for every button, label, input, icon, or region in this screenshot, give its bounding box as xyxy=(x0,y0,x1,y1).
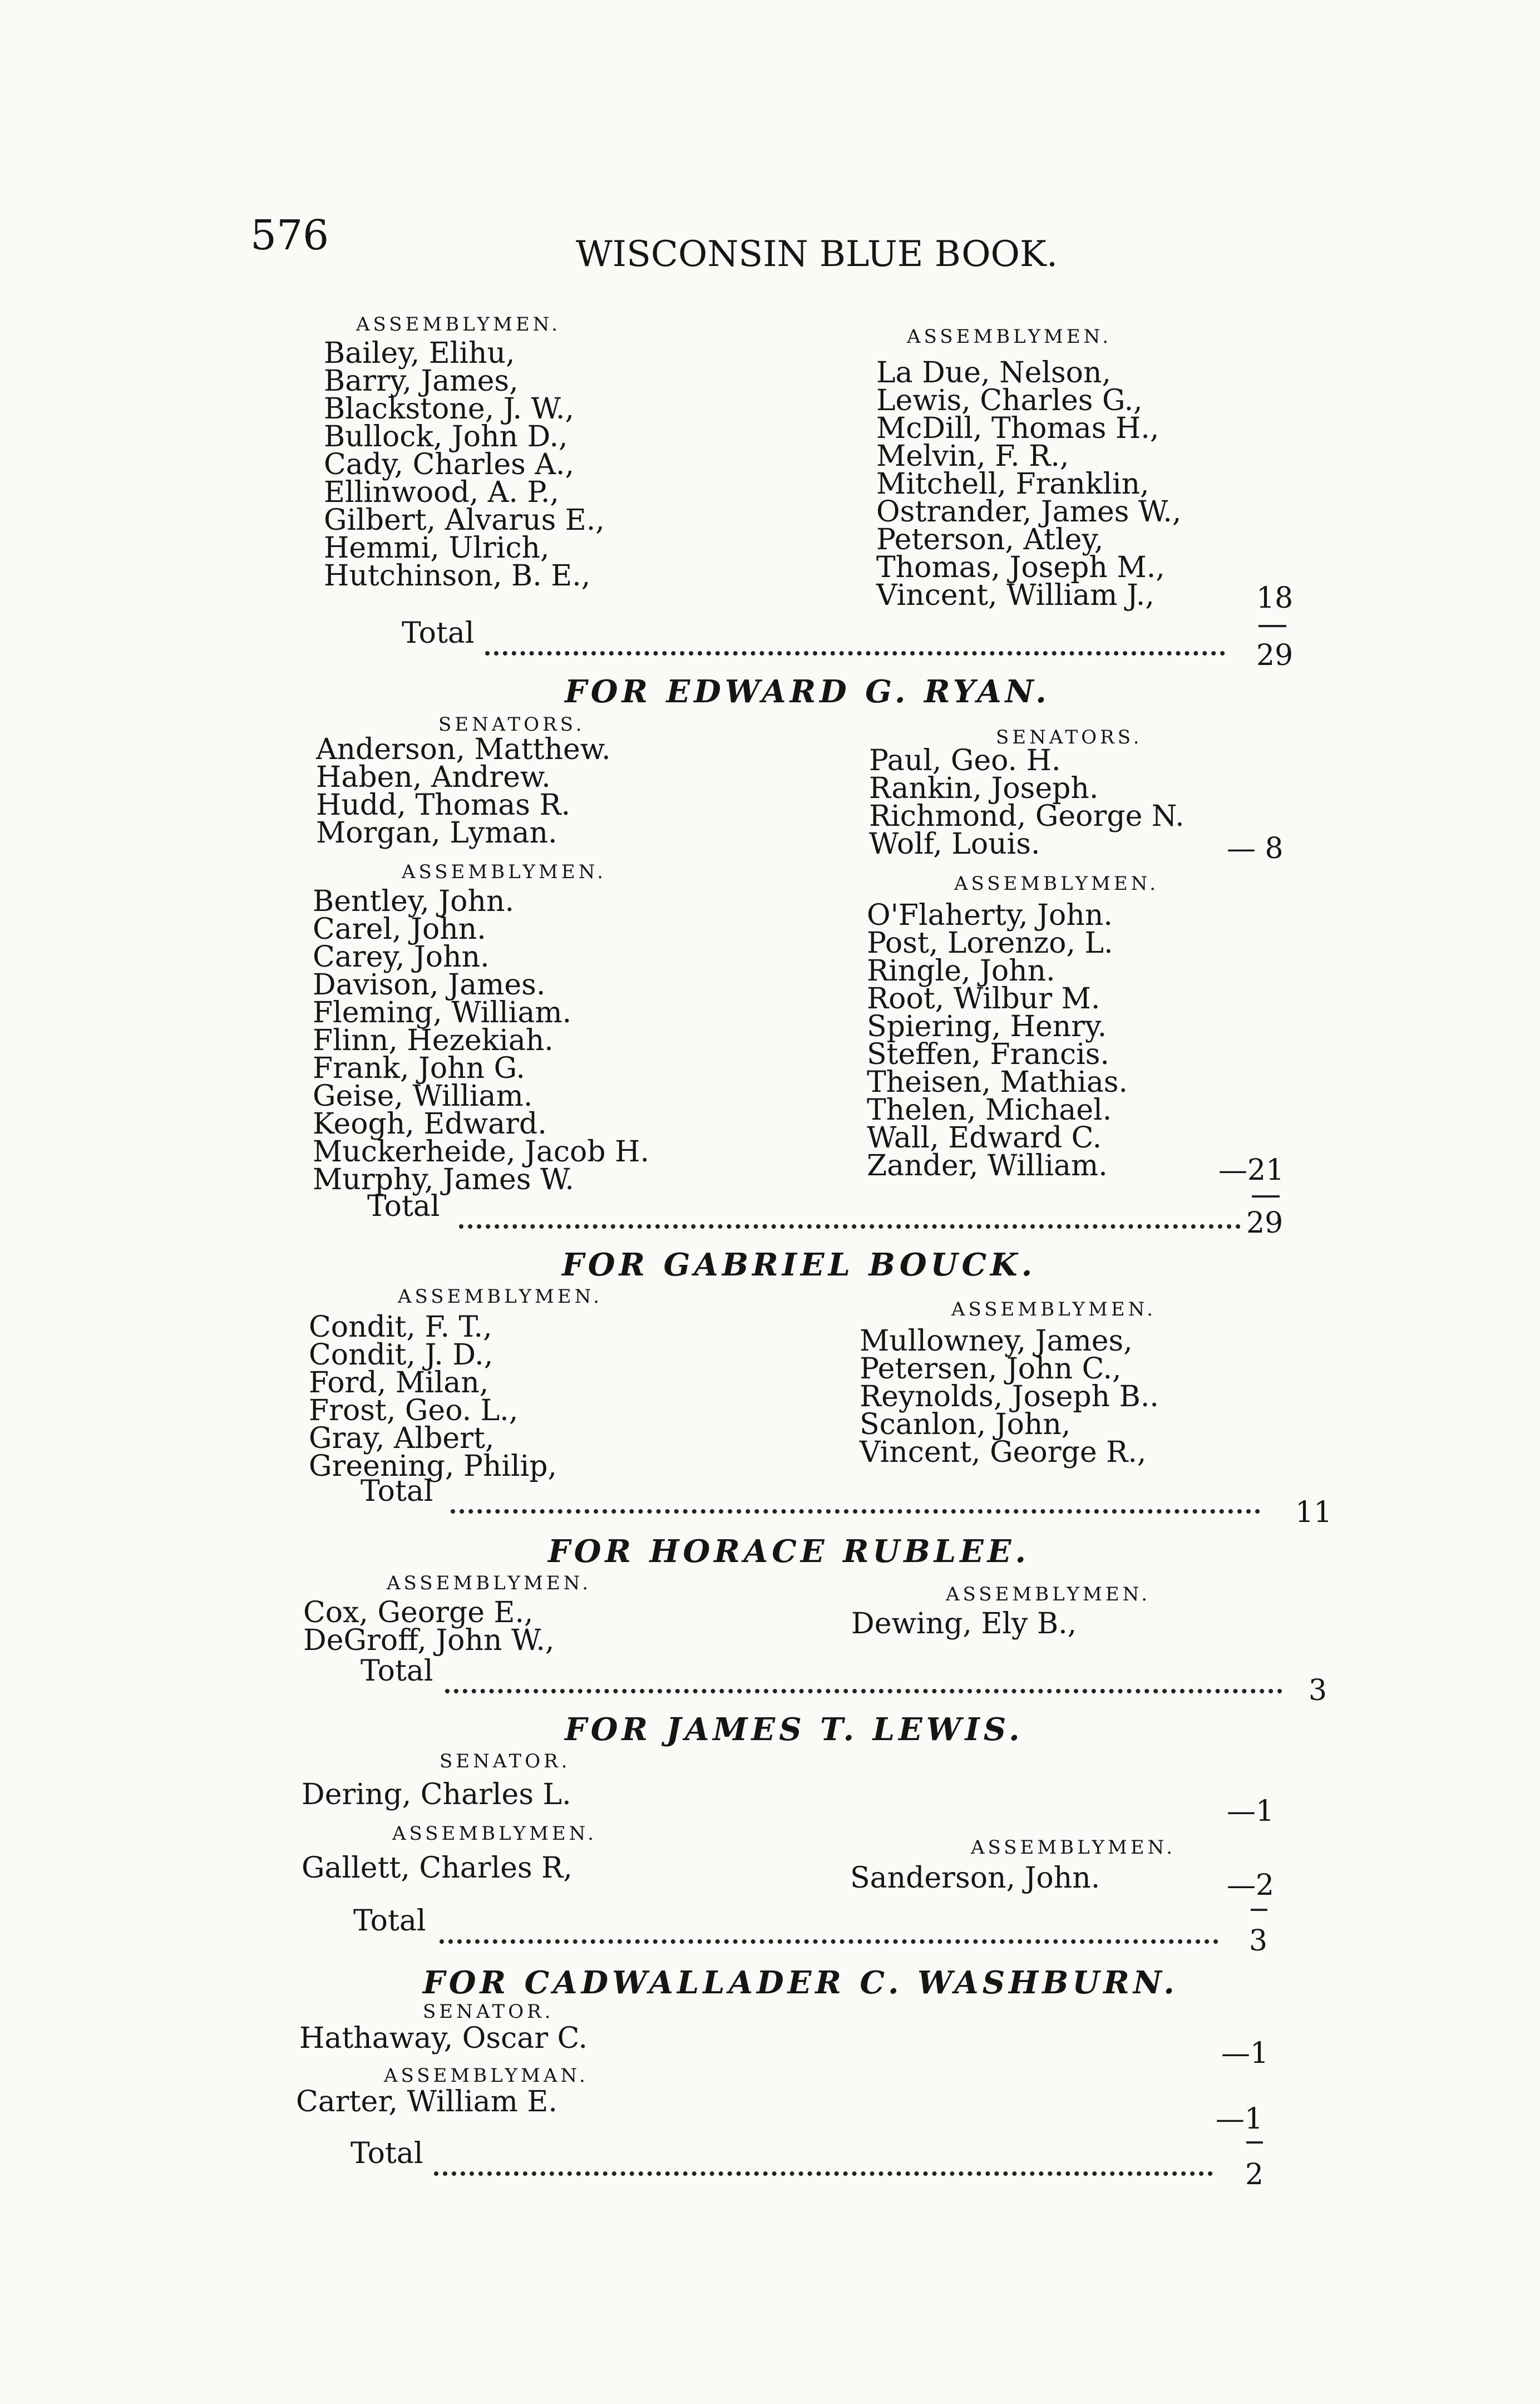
list-item: Condit, J. D., xyxy=(309,1338,493,1372)
section-label: SENATORS. xyxy=(438,713,585,736)
section-label: ASSEMBLYMEN. xyxy=(951,1298,1157,1321)
senator-name: Hathaway, Oscar C. xyxy=(299,2022,588,2055)
dot-leader xyxy=(445,1689,1282,1693)
section-label: ASSEMBLYMAN. xyxy=(384,2065,589,2087)
list-item: Ringle, John. xyxy=(867,954,1055,988)
list-item: Cady, Charles A., xyxy=(324,448,574,481)
list-item: Frost, Geo. L., xyxy=(309,1394,519,1427)
section-label: ASSEMBLYMEN. xyxy=(398,1285,603,1308)
name-list xyxy=(303,1596,555,1657)
senator-count: — 8 xyxy=(1227,832,1284,865)
section-label: ASSEMBLYMEN. xyxy=(392,1822,598,1845)
list-item: Hemmi, Ulrich, xyxy=(324,531,550,565)
section-label: ASSEMBLYMEN. xyxy=(907,326,1112,348)
section-heading: FOR GABRIEL BOUCK. xyxy=(562,1247,1036,1283)
name-list xyxy=(869,744,1184,861)
list-item: Condit, F. T., xyxy=(309,1311,492,1344)
list-item: Fleming, William. xyxy=(313,996,572,1029)
list-item: Richmond, George N. xyxy=(869,800,1184,833)
list-item: Wolf, Louis. xyxy=(869,827,1040,861)
name-list xyxy=(867,899,1128,1183)
list-item: Theisen, Mathias. xyxy=(867,1066,1128,1099)
list-item: Gray, Albert, xyxy=(309,1422,495,1455)
section-heading: FOR JAMES T. LEWIS. xyxy=(565,1711,1024,1748)
list-item: Geise, William. xyxy=(313,1080,533,1113)
assemblyman-name: Gallett, Charles R, xyxy=(302,1851,572,1885)
assemblymen-count: —21 xyxy=(1218,1154,1285,1187)
dot-leader xyxy=(440,1939,1218,1944)
assemblymen-count: —1 xyxy=(1216,2102,1263,2136)
list-item: Muckerheide, Jacob H. xyxy=(313,1135,649,1169)
list-item: Petersen, John C., xyxy=(860,1352,1122,1386)
list-item: Hutchinson, B. E., xyxy=(324,559,591,593)
list-item: Post, Lorenzo, L. xyxy=(867,927,1113,960)
dot-leader xyxy=(485,651,1225,656)
list-item: Blackstone, J. W., xyxy=(324,392,574,426)
dot-leader xyxy=(459,1224,1241,1229)
list-item: Ford, Milan, xyxy=(309,1366,489,1400)
total-label: Total xyxy=(367,1190,440,1223)
sum-rule xyxy=(1246,2141,1263,2144)
total-label: Total xyxy=(353,1904,426,1938)
dot-leader xyxy=(451,1509,1260,1514)
section-heading: FOR CADWALLADER C. WASHBURN. xyxy=(423,1964,1178,2001)
assemblyman-name: Carter, William E. xyxy=(296,2085,557,2119)
section-heading: FOR EDWARD G. RYAN. xyxy=(565,673,1050,710)
name-list xyxy=(313,885,649,1196)
list-item: Root, Wilbur M. xyxy=(867,982,1100,1016)
subtotal: 18 xyxy=(1256,582,1294,615)
section-label: ASSEMBLYMEN. xyxy=(402,861,607,883)
list-item: Thelen, Michael. xyxy=(867,1093,1112,1127)
dot-leader xyxy=(434,2171,1213,2176)
section-label: ASSEMBLYMEN. xyxy=(946,1583,1151,1605)
name-list xyxy=(309,1311,557,1483)
list-item: Cox, George E., xyxy=(303,1596,534,1629)
list-item: Flinn, Hezekiah. xyxy=(313,1024,554,1057)
list-item: Vincent, George R., xyxy=(860,1436,1147,1469)
list-item: Lewis, Charles G., xyxy=(876,384,1143,417)
list-item: Carel, John. xyxy=(313,913,486,946)
list-item: Wall, Edward C. xyxy=(867,1121,1102,1155)
section-label: ASSEMBLYMEN. xyxy=(954,873,1159,895)
assemblymen-count: —2 xyxy=(1227,1869,1275,1902)
section-label: SENATORS. xyxy=(996,726,1143,748)
name-list xyxy=(876,356,1182,612)
section-label: SENATOR. xyxy=(440,1750,571,1772)
list-item: Scanlon, John, xyxy=(860,1408,1071,1441)
list-item: Carey, John. xyxy=(313,940,490,974)
list-item: O'Flaherty, John. xyxy=(867,899,1113,932)
total-value: 3 xyxy=(1309,1674,1327,1707)
list-item: Spiering, Henry. xyxy=(867,1010,1107,1043)
list-item: Steffen, Francis. xyxy=(867,1038,1109,1071)
list-item: Greening, Philip, xyxy=(309,1450,557,1483)
list-item: Ellinwood, A. P., xyxy=(324,476,559,509)
name-list xyxy=(324,337,605,593)
list-item: Keogh, Edward. xyxy=(313,1107,547,1141)
list-item: Bullock, John D., xyxy=(324,420,568,454)
total-value: 29 xyxy=(1246,1206,1284,1240)
name-list xyxy=(316,733,611,850)
list-item: Barry, James, xyxy=(324,364,519,398)
list-item: Zander, William. xyxy=(867,1149,1108,1183)
list-item: Anderson, Matthew. xyxy=(316,733,611,766)
list-item: Reynolds, Joseph B.. xyxy=(860,1380,1159,1413)
total-value: 2 xyxy=(1245,2158,1264,2191)
list-item: Thomas, Joseph M., xyxy=(876,551,1165,584)
list-item: Rankin, Joseph. xyxy=(869,772,1099,805)
total-label: Total xyxy=(402,617,475,650)
section-label: SENATOR. xyxy=(423,2001,554,2023)
list-item: La Due, Nelson, xyxy=(876,356,1111,390)
list-item: Morgan, Lyman. xyxy=(316,816,557,850)
senator-count: —1 xyxy=(1221,2037,1269,2070)
total-label: Total xyxy=(351,2137,423,2170)
total-value: 3 xyxy=(1249,1924,1268,1958)
senator-count: —1 xyxy=(1227,1795,1275,1828)
list-item: Vincent, William J., xyxy=(876,579,1154,612)
total-label: Total xyxy=(361,1654,433,1688)
sum-rule xyxy=(1258,625,1286,627)
list-item: Melvin, F. R., xyxy=(876,440,1069,473)
list-item: Frank, John G. xyxy=(313,1052,525,1085)
list-item: Gilbert, Alvarus E., xyxy=(324,504,605,537)
list-item: Ostrander, James W., xyxy=(876,495,1182,529)
list-item: Haben, Andrew. xyxy=(316,761,551,794)
total-label: Total xyxy=(361,1475,433,1508)
page-number: 576 xyxy=(250,211,329,259)
list-item: Hudd, Thomas R. xyxy=(316,789,571,822)
senator-name: Dering, Charles L. xyxy=(302,1778,571,1811)
section-label: ASSEMBLYMEN. xyxy=(387,1572,592,1594)
section-label: ASSEMBLYMEN. xyxy=(356,313,561,336)
name-list xyxy=(860,1324,1159,1469)
sum-rule xyxy=(1252,1195,1280,1198)
list-item: Mullowney, James, xyxy=(860,1324,1133,1358)
list-item: Davison, James. xyxy=(313,968,546,1002)
name-list xyxy=(851,1607,1077,1641)
list-item: Murphy, James W. xyxy=(313,1163,574,1196)
list-item: Dewing, Ely B., xyxy=(851,1607,1077,1641)
running-head: WISCONSIN BLUE BOOK. xyxy=(576,234,1058,275)
assemblyman-name: Sanderson, John. xyxy=(850,1861,1100,1895)
list-item: Paul, Geo. H. xyxy=(869,744,1061,777)
section-label: ASSEMBLYMEN. xyxy=(971,1836,1176,1859)
list-item: Mitchell, Franklin, xyxy=(876,467,1149,501)
total-value: 11 xyxy=(1295,1496,1332,1529)
list-item: McDill, Thomas H., xyxy=(876,412,1159,445)
list-item: DeGroff, John W., xyxy=(303,1624,555,1657)
list-item: Bentley, John. xyxy=(313,885,514,918)
section-heading: FOR HORACE RUBLEE. xyxy=(548,1533,1030,1570)
sum-rule xyxy=(1251,1909,1267,1911)
list-item: Peterson, Atley, xyxy=(876,523,1104,556)
total-value: 29 xyxy=(1256,639,1294,672)
list-item: Bailey, Elihu, xyxy=(324,337,515,370)
